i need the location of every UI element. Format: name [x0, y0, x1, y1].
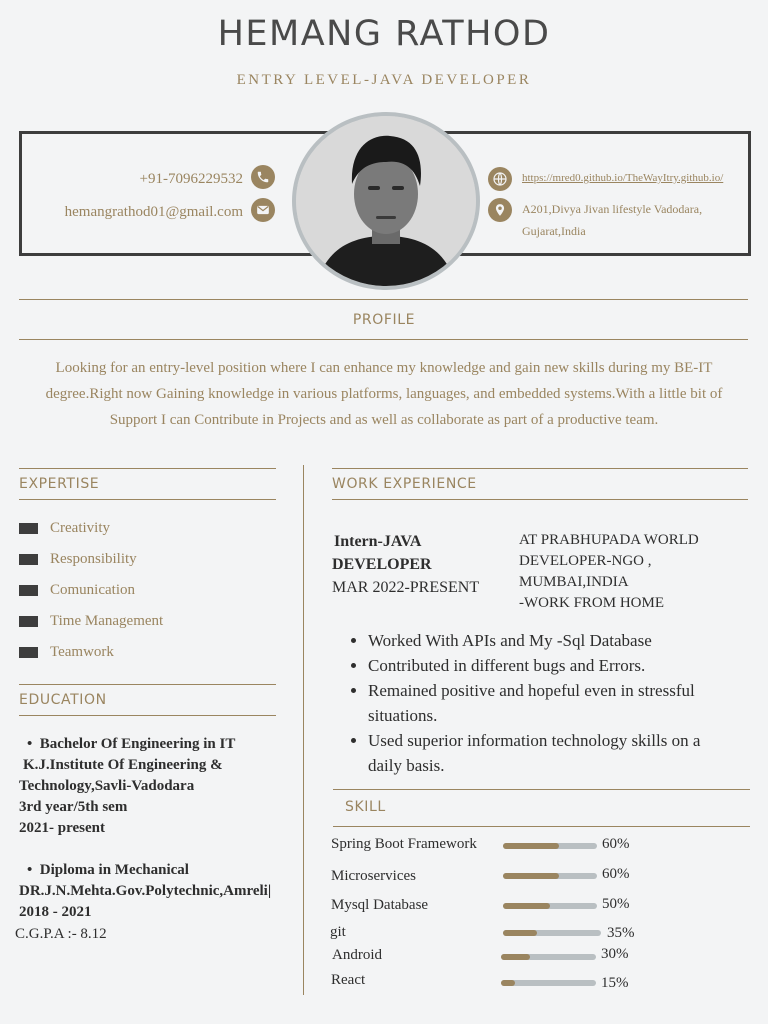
skill-bar-fill — [503, 873, 559, 879]
skill-bar-fill — [501, 954, 530, 960]
expertise-rule-bottom — [19, 499, 276, 500]
address-line-2: Gujarat,India — [522, 224, 586, 238]
skill-percent: 60% — [602, 836, 630, 852]
skill-bar-fill — [503, 843, 559, 849]
skill-row — [331, 836, 641, 856]
profile-heading: PROFILE — [352, 312, 416, 328]
expertise-rule-top — [19, 468, 276, 469]
skill-name: Spring Boot Framework — [331, 836, 477, 852]
skill-bar — [501, 980, 596, 986]
skill-bar — [503, 843, 597, 849]
job-title: ENTRY LEVEL-JAVA DEVELOPER — [236, 72, 532, 88]
work-rule-bottom — [332, 499, 748, 500]
skill-row — [331, 896, 641, 916]
expertise-item: Responsibility — [19, 549, 137, 569]
phone-icon — [251, 165, 275, 189]
work-bullet: • Contributed in different bugs and Errors. — [368, 653, 708, 678]
expertise-item: Time Management — [19, 611, 163, 631]
skill-percent: 15% — [601, 975, 629, 991]
profile-summary: Looking for an entry-level position where I can enhance my knowledge and gain new skills during my BE-IT degree.Right now Gaining knowledge in various platforms, languages, and embedded systems.With a little bit of Support I can Contribute in Projects and as well as collaborate as part of a productive team. — [45, 360, 723, 428]
email-icon — [251, 198, 275, 222]
profile-rule-top — [19, 299, 748, 300]
work-org-4: -WORK FROM HOME — [519, 595, 665, 611]
profile-rule-bottom — [19, 339, 748, 340]
skill-bar-fill — [503, 903, 550, 909]
website-link[interactable]: https://mred0.github.io/TheWayItry.github.io/ — [522, 172, 724, 184]
expertise-item: Creativity — [19, 518, 110, 538]
expertise-item: Teamwork — [19, 642, 114, 662]
work-position-b: DEVELOPER — [332, 556, 432, 573]
work-dates: MAR 2022-PRESENT — [332, 579, 480, 596]
skill-rule-top — [333, 789, 750, 790]
expertise-item: Comunication — [19, 580, 135, 600]
skill-percent: 50% — [602, 896, 630, 912]
skill-name: Microservices — [331, 868, 416, 884]
skill-bar-fill — [501, 980, 515, 986]
skill-name: Android — [332, 947, 382, 963]
work-position-a: Intern-JAVA — [334, 533, 422, 550]
work-rule-top — [332, 468, 748, 469]
education-heading: EDUCATION — [19, 692, 107, 708]
work-bullet: • Remained positive and hopeful even in stressful situations. — [368, 678, 708, 728]
skill-row — [331, 924, 641, 944]
skill-percent: 35% — [607, 925, 635, 941]
globe-icon — [488, 167, 512, 191]
work-org-2: DEVELOPER-NGO , — [519, 553, 652, 569]
profile-photo — [292, 112, 480, 290]
skill-bar-fill — [503, 930, 537, 936]
work-bullet: • Worked With APIs and My -Sql Database — [368, 628, 708, 653]
education-cgpa: C.G.P.A :- 8.12 — [15, 926, 107, 942]
skill-bar — [501, 954, 596, 960]
skill-name: React — [331, 972, 366, 988]
skill-row — [331, 866, 641, 886]
work-heading: WORK EXPERIENCE — [332, 476, 477, 492]
skill-name: git — [330, 924, 346, 940]
skill-bar — [503, 930, 601, 936]
education-entry-2: • Diploma in Mechanical DR.J.N.Mehta.Gov.Polytechnic,Amreli| 2018 - 2021 — [19, 862, 272, 920]
skill-name: Mysql Database — [331, 897, 429, 913]
work-bullet: • Used superior information technology skills on a daily basis. — [368, 728, 708, 778]
location-pin-icon — [488, 198, 512, 222]
skill-percent: 60% — [602, 866, 630, 882]
education-rule-top — [19, 684, 276, 685]
skill-row — [331, 972, 641, 992]
work-bullets — [348, 628, 708, 778]
skill-bar — [503, 903, 597, 909]
column-divider — [303, 465, 304, 995]
skill-row — [331, 947, 641, 967]
work-org-3: MUMBAI,INDIA — [519, 574, 629, 590]
skill-rule-bottom — [333, 826, 750, 827]
email-address: hemangrathod01@gmail.com — [64, 204, 243, 220]
address-line-1: A201,Divya Jivan lifestyle Vadodara, — [522, 202, 703, 216]
education-entry-1: • Bachelor Of Engineering in IT K.J.Institute Of Engineering & Technology,Savli-Vadodara 3rd year/5th sem 2021- present — [19, 736, 236, 836]
candidate-name: HEMANG RATHOD — [217, 14, 551, 54]
skill-bar — [503, 873, 597, 879]
phone-number: +91-7096229532 — [139, 171, 243, 187]
skill-heading: SKILL — [345, 799, 386, 815]
education-rule-bottom — [19, 715, 276, 716]
expertise-heading: EXPERTISE — [19, 476, 100, 492]
work-org-1: AT PRABHUPADA WORLD — [519, 532, 699, 548]
skill-percent: 30% — [601, 946, 629, 962]
